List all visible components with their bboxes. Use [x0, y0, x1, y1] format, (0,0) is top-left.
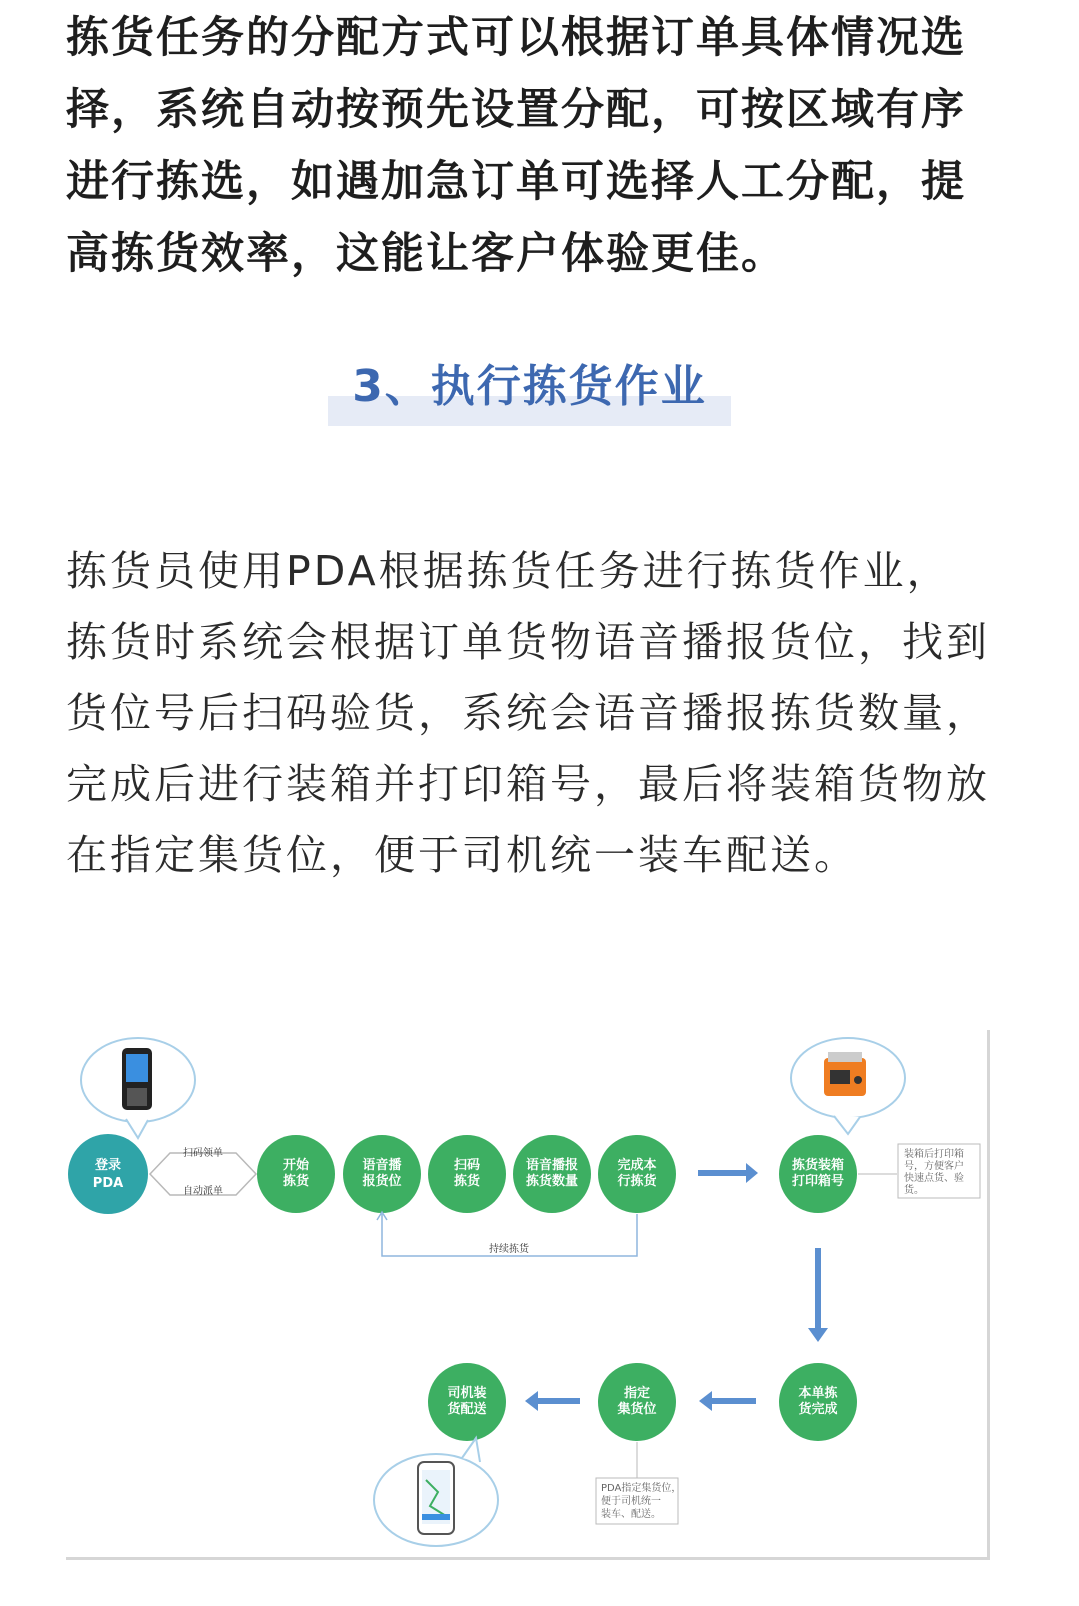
diagram-frame-right [987, 1030, 990, 1560]
step-voice-quantity [513, 1135, 591, 1213]
arrow-right-icon [746, 1163, 758, 1183]
arrow-left-icon [525, 1391, 538, 1411]
step-scan-picking [428, 1135, 506, 1213]
login-pda-node [68, 1134, 148, 1214]
login-line1: 登录 [94, 1158, 122, 1173]
done-line2: 货完成 [798, 1402, 838, 1417]
section-title: 3、执行拣货作业 [352, 361, 707, 412]
order-done-node [779, 1363, 857, 1441]
step-start-picking [257, 1135, 335, 1213]
arrow-down-icon [808, 1328, 828, 1342]
pda-device-icon [122, 1048, 152, 1110]
step-complete-line [598, 1135, 676, 1213]
assign-note-1: PDA指定集货位， [601, 1483, 682, 1494]
assign-location-node [598, 1363, 676, 1441]
pack-note-3: 快速点货、验 [904, 1173, 964, 1184]
step-voice-location [343, 1135, 421, 1213]
assign-note [596, 1478, 681, 1524]
assign-note-2: 便于司机统一 [601, 1496, 661, 1507]
picking-flow-diagram [66, 1030, 990, 1560]
printer-bubble [791, 1038, 905, 1134]
phone-bubble [374, 1438, 498, 1546]
diagram-frame-bottom [66, 1557, 990, 1560]
branch-auto-label: 自动派单 [183, 1186, 223, 1197]
driver-line1: 司机装 [447, 1386, 487, 1401]
step-1-line1: 开始 [282, 1158, 310, 1173]
step-3-line2: 拣货 [453, 1174, 481, 1189]
body-paragraph: 拣货员使用PDA根据拣货任务进行拣货作业，拣货时系统会根据订单货物语音播报货位，找到货位号后扫码验货，系统会语音播报拣货数量，完成后进行装箱并打印箱号，最后将装箱货物放在指定集货位，便于司机统一装车配送。 [66, 547, 990, 879]
step-2-line1: 语音播 [362, 1158, 402, 1173]
loop-label: 持续拣货 [489, 1244, 529, 1255]
pack-note [898, 1144, 980, 1198]
pack-line1: 拣货装箱 [791, 1158, 845, 1173]
step-5-line2: 行拣货 [617, 1174, 657, 1189]
flow-diagram-svg [66, 1030, 990, 1560]
step-4-line2: 拣货数量 [525, 1174, 579, 1189]
step-5-line1: 完成本 [617, 1158, 657, 1173]
done-line1: 本单拣 [798, 1386, 838, 1401]
arrow-left-icon [699, 1391, 712, 1411]
step-4-line1: 语音播报 [525, 1158, 579, 1173]
step-3-line1: 扫码 [453, 1158, 481, 1173]
pack-line2: 打印箱号 [791, 1174, 845, 1189]
driver-delivery-node [428, 1363, 506, 1441]
pda-bubble [81, 1038, 195, 1138]
step-1-line2: 拣货 [282, 1174, 310, 1189]
pack-note-4: 货。 [904, 1185, 924, 1196]
pack-print-node [779, 1135, 857, 1213]
driver-line2: 货配送 [447, 1402, 487, 1417]
step-2-line2: 报货位 [362, 1174, 402, 1189]
assign-line1: 指定 [623, 1386, 651, 1401]
pack-note-1: 装箱后打印箱 [904, 1149, 964, 1160]
assign-line2: 集货位 [617, 1402, 657, 1417]
phone-map-icon [418, 1462, 454, 1534]
pack-note-2: 号，方便客户 [904, 1161, 964, 1172]
intro-paragraph: 拣货任务的分配方式可以根据订单具体情况选择，系统自动按预先设置分配，可按区域有序进行拣选，如遇加急订单可选择人工分配，提高拣货效率，这能让客户体验更佳。 [66, 13, 966, 279]
branch-scan-label: 扫码领单 [183, 1148, 223, 1159]
section-heading [0, 350, 1059, 414]
login-line2: PDA [92, 1176, 124, 1191]
assign-note-3: 装车、配送。 [601, 1509, 661, 1520]
label-printer-icon [824, 1052, 866, 1096]
